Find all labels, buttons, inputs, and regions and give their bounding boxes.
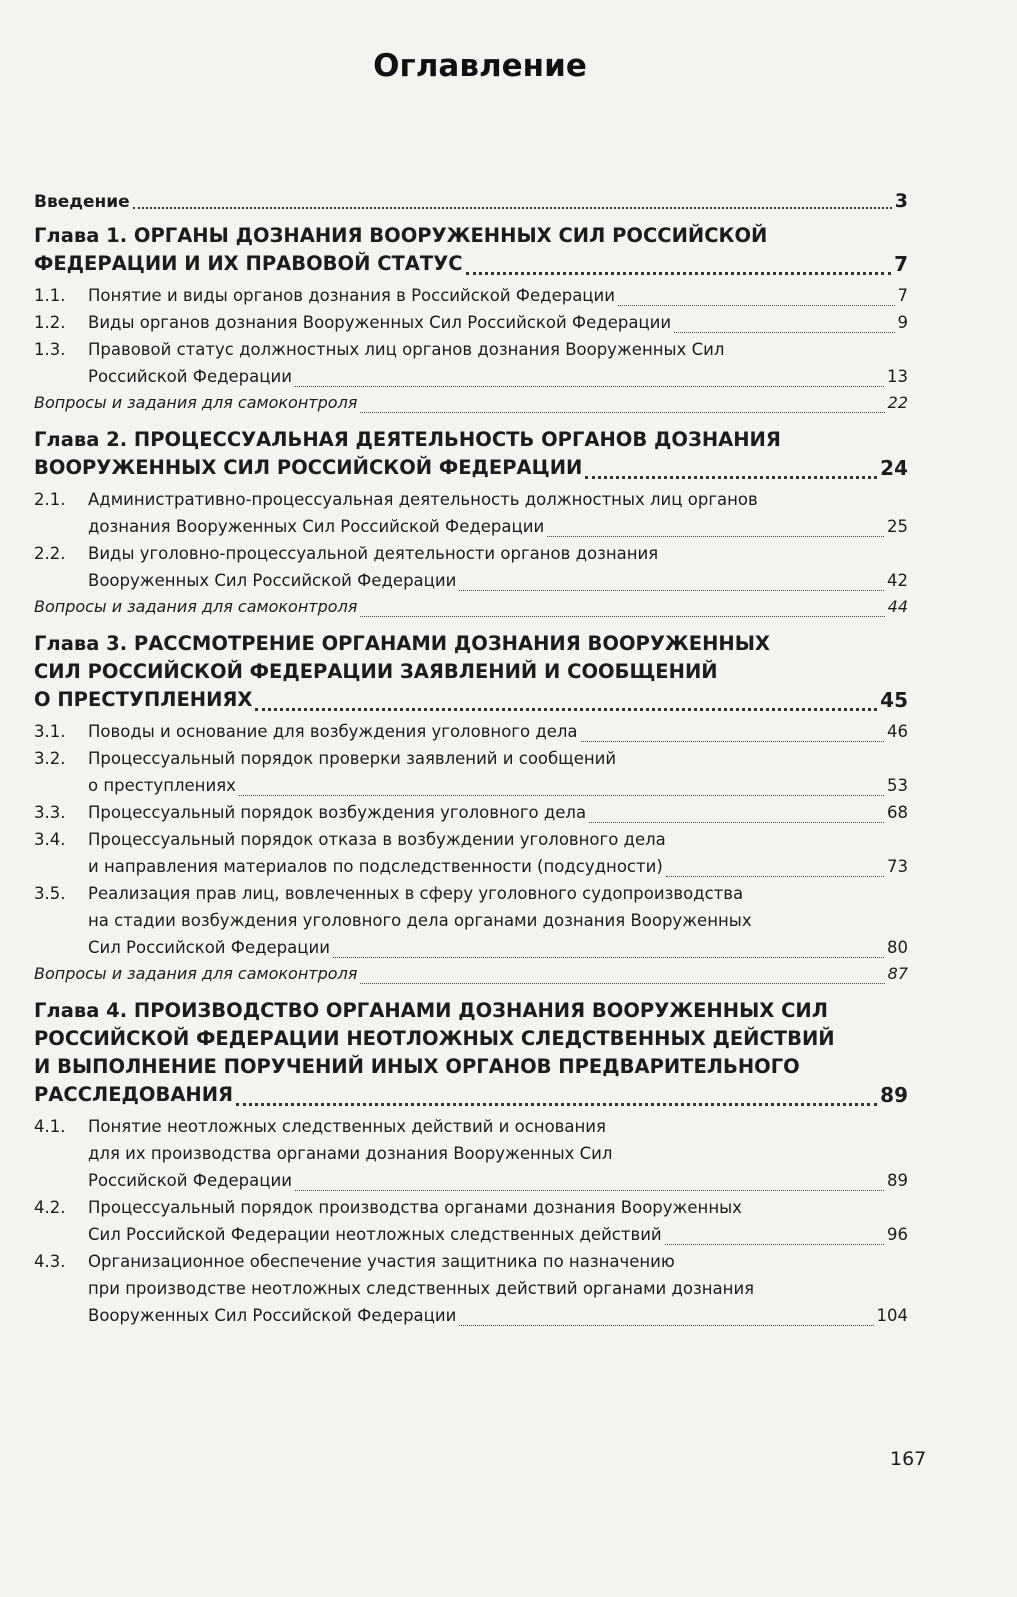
section-line bbox=[88, 772, 908, 799]
section-body bbox=[88, 309, 908, 336]
chapter-title-line bbox=[34, 686, 908, 714]
section-number: 3.5. bbox=[34, 884, 66, 903]
section-body bbox=[88, 540, 908, 594]
chapter-title-line: РОССИЙСКОЙ ФЕДЕРАЦИИ НЕОТЛОЖНЫХ СЛЕДСТВЕННЫХ ДЕЙСТВИЙ bbox=[34, 1027, 835, 1050]
dot-leader bbox=[133, 189, 892, 209]
chapter-title-line: Глава 3. РАССМОТРЕНИЕ ОРГАНАМИ ДОЗНАНИЯ ВООРУЖЕННЫХ bbox=[34, 632, 770, 655]
section-line-page: 96 bbox=[887, 1225, 908, 1244]
toc-title: Оглавление bbox=[373, 48, 587, 84]
section-line-text: Российской Федерации bbox=[88, 367, 292, 386]
chapter-title-line: И ВЫПОЛНЕНИЕ ПОРУЧЕНИЙ ИНЫХ ОРГАНОВ ПРЕДВАРИТЕЛЬНОГО bbox=[34, 1055, 800, 1078]
section-number: 3.2. bbox=[34, 749, 66, 768]
dot-leader bbox=[459, 573, 884, 591]
section-line-page: 104 bbox=[876, 1306, 908, 1325]
section-line: Понятие неотложных следственных действий и основания bbox=[88, 1117, 606, 1136]
dot-leader bbox=[295, 1173, 884, 1191]
section-body bbox=[88, 282, 908, 309]
chapter-title-line bbox=[34, 250, 908, 278]
dot-leader bbox=[333, 940, 884, 958]
section-line: Виды уголовно-процессуальной деятельности органов дознания bbox=[88, 544, 659, 563]
section-line: при производстве неотложных следственных действий органами дознания bbox=[88, 1279, 755, 1298]
section-line-page: 89 bbox=[887, 1171, 908, 1190]
section-line bbox=[88, 853, 908, 880]
intro-entry-page: 3 bbox=[894, 190, 908, 212]
dot-leader bbox=[674, 315, 894, 333]
questions-entry bbox=[34, 961, 908, 987]
chapter-title-line-text: О ПРЕСТУПЛЕНИЯХ bbox=[34, 688, 253, 711]
section-line-page: 68 bbox=[887, 803, 908, 822]
dot-leader bbox=[666, 859, 884, 877]
section-number: 3.4. bbox=[34, 830, 66, 849]
chapter-title-line-page: 89 bbox=[880, 1083, 908, 1107]
chapter-entry bbox=[34, 997, 908, 1109]
dot-leader bbox=[236, 1082, 877, 1105]
section-number: 2.1. bbox=[34, 490, 66, 509]
section-number: 3.1. bbox=[34, 722, 66, 741]
section-line-text: Понятие и виды органов дознания в Российской Федерации bbox=[88, 286, 615, 305]
section-line: Административно-процессуальная деятельность должностных лиц органов bbox=[88, 490, 758, 509]
section-line bbox=[88, 934, 908, 961]
section-line-text: Вооруженных Сил Российской Федерации bbox=[88, 571, 457, 590]
dot-leader bbox=[360, 395, 884, 413]
questions-entry-text: Вопросы и задания для самоконтроля bbox=[34, 964, 358, 983]
section-line-text: Вооруженных Сил Российской Федерации bbox=[88, 1306, 457, 1325]
section-number: 1.3. bbox=[34, 340, 66, 359]
section-line-text: Процессуальный порядок возбуждения уголовного дела bbox=[88, 803, 587, 822]
section-entry bbox=[34, 336, 908, 390]
dot-leader bbox=[295, 369, 884, 387]
section-line bbox=[88, 1302, 908, 1329]
section-line: Процессуальный порядок производства органами дознания Вооруженных bbox=[88, 1198, 742, 1217]
section-line: Правовой статус должностных лиц органов дознания Вооруженных Сил bbox=[88, 340, 725, 359]
dot-leader bbox=[589, 805, 884, 823]
section-line-page: 42 bbox=[887, 571, 908, 590]
chapter-title-line-text: ВООРУЖЕННЫХ СИЛ РОССИЙСКОЙ ФЕДЕРАЦИИ bbox=[34, 456, 583, 479]
dot-leader bbox=[360, 966, 884, 984]
section-entry bbox=[34, 799, 908, 826]
chapter-entry bbox=[34, 222, 908, 278]
section-entry bbox=[34, 1113, 908, 1194]
dot-leader bbox=[547, 519, 884, 537]
section-line bbox=[88, 513, 908, 540]
chapter-title-line: СИЛ РОССИЙСКОЙ ФЕДЕРАЦИИ ЗАЯВЛЕНИЙ И СООБЩЕНИЙ bbox=[34, 660, 718, 683]
section-number: 3.3. bbox=[34, 803, 66, 822]
section-number: 4.2. bbox=[34, 1198, 66, 1217]
page-number: 167 bbox=[890, 1448, 927, 1470]
section-number: 4.3. bbox=[34, 1252, 66, 1271]
section-body bbox=[88, 880, 908, 961]
section-line bbox=[88, 1167, 908, 1194]
dot-leader bbox=[255, 687, 877, 710]
section-line: Процессуальный порядок проверки заявлений и сообщений bbox=[88, 749, 617, 768]
section-line bbox=[88, 309, 908, 336]
section-body bbox=[88, 826, 908, 880]
section-number: 4.1. bbox=[34, 1117, 66, 1136]
section-line bbox=[88, 1221, 908, 1248]
section-line: Процессуальный порядок отказа в возбуждении уголовного дела bbox=[88, 830, 666, 849]
section-line: Организационное обеспечение участия защитника по назначению bbox=[88, 1252, 675, 1271]
section-line-page: 13 bbox=[887, 367, 908, 386]
chapter-title-line-page: 24 bbox=[880, 456, 908, 480]
chapter-title-line-page: 45 bbox=[880, 688, 908, 712]
section-entry bbox=[34, 826, 908, 880]
dot-leader bbox=[459, 1308, 873, 1326]
section-line: Реализация прав лиц, вовлеченных в сферу уголовного судопроизводства bbox=[88, 884, 744, 903]
section-line-page: 25 bbox=[887, 517, 908, 536]
dot-leader bbox=[360, 599, 884, 617]
chapter-title-line bbox=[34, 1081, 908, 1109]
section-entry bbox=[34, 1194, 908, 1248]
section-body bbox=[88, 336, 908, 390]
questions-entry-text: Вопросы и задания для самоконтроля bbox=[34, 393, 358, 412]
dot-leader bbox=[618, 288, 895, 306]
section-number: 1.2. bbox=[34, 313, 66, 332]
section-line-text: Виды органов дознания Вооруженных Сил Российской Федерации bbox=[88, 313, 672, 332]
questions-entry-page: 44 bbox=[887, 597, 908, 616]
section-body bbox=[88, 486, 908, 540]
section-line-text: Российской Федерации bbox=[88, 1171, 292, 1190]
section-line-page: 73 bbox=[887, 857, 908, 876]
section-body bbox=[88, 1113, 908, 1194]
chapter-title-line-text: ФЕДЕРАЦИИ И ИХ ПРАВОВОЙ СТАТУС bbox=[34, 252, 463, 275]
chapter-entry bbox=[34, 630, 908, 714]
questions-entry-text: Вопросы и задания для самоконтроля bbox=[34, 597, 358, 616]
dot-leader bbox=[581, 724, 884, 742]
chapter-title-line-text: РАССЛЕДОВАНИЯ bbox=[34, 1083, 234, 1106]
chapter-title-line: Глава 2. ПРОЦЕССУАЛЬНАЯ ДЕЯТЕЛЬНОСТЬ ОРГАНОВ ДОЗНАНИЯ bbox=[34, 428, 781, 451]
section-line-text: Сил Российской Федерации неотложных следственных действий bbox=[88, 1225, 662, 1244]
section-body bbox=[88, 1248, 908, 1329]
section-line bbox=[88, 799, 908, 826]
section-entry bbox=[34, 486, 908, 540]
dot-leader bbox=[585, 455, 877, 478]
section-line: на стадии возбуждения уголовного дела органами дознания Вооруженных bbox=[88, 911, 752, 930]
section-line-page: 9 bbox=[897, 313, 908, 332]
chapter-title-line bbox=[34, 454, 908, 482]
section-line bbox=[88, 718, 908, 745]
chapter-title-line: Глава 1. ОРГАНЫ ДОЗНАНИЯ ВООРУЖЕННЫХ СИЛ РОССИЙСКОЙ bbox=[34, 224, 768, 247]
section-line-page: 7 bbox=[897, 286, 908, 305]
section-entry bbox=[34, 1248, 908, 1329]
questions-entry-page: 87 bbox=[887, 964, 908, 983]
table-of-contents bbox=[34, 190, 908, 1329]
chapter-entry bbox=[34, 426, 908, 482]
questions-entry-page: 22 bbox=[887, 393, 908, 412]
section-entry bbox=[34, 282, 908, 309]
section-line bbox=[88, 567, 908, 594]
section-line-page: 80 bbox=[887, 938, 908, 957]
questions-entry bbox=[34, 390, 908, 416]
section-line-page: 53 bbox=[887, 776, 908, 795]
section-line-text: о преступлениях bbox=[88, 776, 236, 795]
intro-entry-text: Введение bbox=[34, 192, 130, 212]
dot-leader bbox=[466, 251, 892, 274]
section-number: 1.1. bbox=[34, 286, 66, 305]
chapter-title-line: Глава 4. ПРОИЗВОДСТВО ОРГАНАМИ ДОЗНАНИЯ ВООРУЖЕННЫХ СИЛ bbox=[34, 999, 828, 1022]
dot-leader bbox=[239, 778, 884, 796]
section-body bbox=[88, 745, 908, 799]
section-line: для их производства органами дознания Вооруженных Сил bbox=[88, 1144, 613, 1163]
section-body bbox=[88, 718, 908, 745]
section-entry bbox=[34, 880, 908, 961]
intro-entry bbox=[34, 190, 908, 212]
questions-entry bbox=[34, 594, 908, 620]
section-line-text: Сил Российской Федерации bbox=[88, 938, 330, 957]
section-body bbox=[88, 1194, 908, 1248]
section-line-text: и направления материалов по подследственности (подсудности) bbox=[88, 857, 663, 876]
chapter-title-line-page: 7 bbox=[894, 252, 908, 276]
section-line bbox=[88, 363, 908, 390]
section-number: 2.2. bbox=[34, 544, 66, 563]
section-line-page: 46 bbox=[887, 722, 908, 741]
section-line bbox=[88, 282, 908, 309]
section-body bbox=[88, 799, 908, 826]
dot-leader bbox=[665, 1227, 884, 1245]
section-entry bbox=[34, 745, 908, 799]
section-entry bbox=[34, 309, 908, 336]
section-line-text: дознания Вооруженных Сил Российской Федерации bbox=[88, 517, 545, 536]
section-entry bbox=[34, 540, 908, 594]
section-line-text: Поводы и основание для возбуждения уголовного дела bbox=[88, 722, 578, 741]
section-entry bbox=[34, 718, 908, 745]
